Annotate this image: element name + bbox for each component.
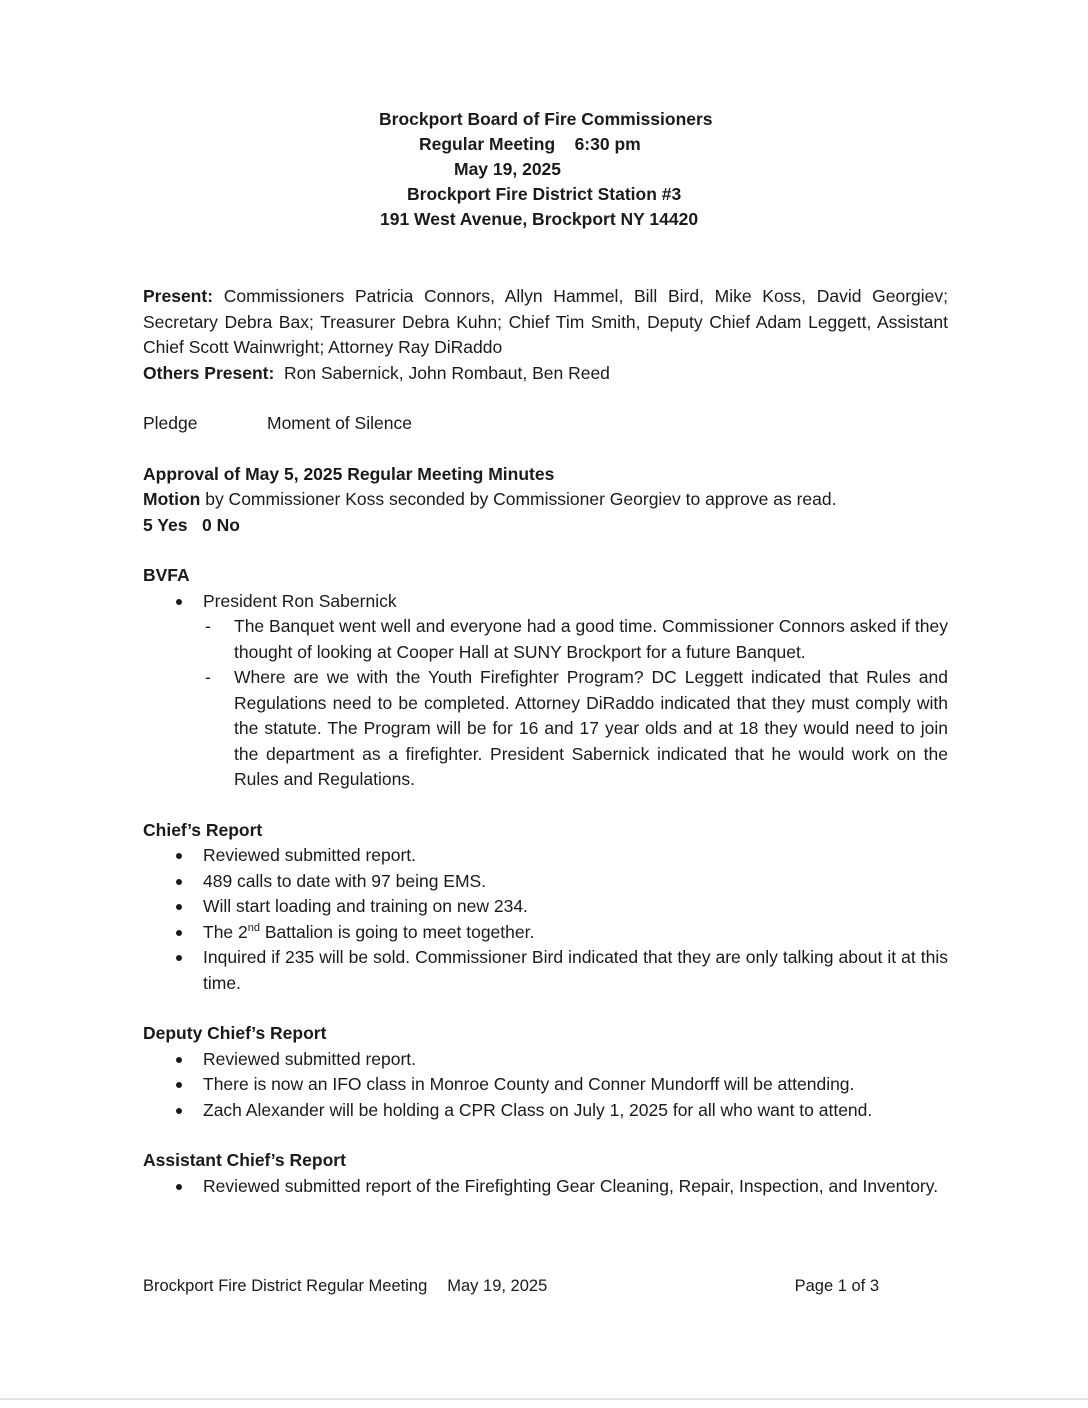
scan-edge-divider [0, 1398, 1088, 1400]
approval-heading: Approval of May 5, 2025 Regular Meeting Minutes [143, 463, 555, 484]
deputy-chiefs-report-heading: Deputy Chief’s Report [143, 1023, 327, 1043]
header-meeting-time: Regular Meeting 6:30 pm [419, 134, 641, 154]
assistant-chiefs-report-heading: Assistant Chief’s Report [143, 1150, 346, 1170]
chiefs-report-section [143, 818, 948, 997]
deputy-chiefs-report-list [143, 1047, 948, 1124]
header-title: Brockport Board of Fire Commissioners [379, 109, 713, 129]
list-item: - Where are we with the Youth Firefighter Program? DC Leggett indicated that Rules and Regulations need to be completed. Attorney DiRaddo indicated that they must comply with the statute. The Program will be for 16 and 17 year olds and at 18 they would need to join the department as a firefighter. President Sabernick indicated that he would work on the Rules and Regulations. [234, 665, 948, 793]
header-date: May 19, 2025 [454, 159, 562, 179]
list-item: Reviewed submitted report. [203, 843, 948, 869]
present-paragraph [143, 284, 948, 361]
bvfa-list [143, 589, 948, 793]
attendance-section [143, 284, 948, 386]
list-item: There is now an IFO class in Monroe County and Conner Mundorff will be attending. [203, 1072, 948, 1098]
approval-vote: 5 Yes 0 No [143, 514, 240, 535]
footer-date: May 19, 2025 [447, 1277, 548, 1295]
assistant-chiefs-report-section [143, 1148, 948, 1199]
bvfa-section [143, 563, 948, 793]
header-address: 191 West Avenue, Brockport NY 14420 [380, 209, 699, 229]
header-location: Brockport Fire District Station #3 [407, 184, 682, 204]
present-list: Commissioners Patricia Connors, Allyn Hammel, Bill Bird, Mike Koss, David Georgiev; Secretary Debra Bax; Treasurer Debra Kuhn; Chief Tim Smith, Deputy Chief Adam Leggett, Assistant Chief Scott Wainwright; Attorney Ray DiRaddo [143, 286, 948, 357]
motion-text: by Commissioner Koss seconded by Commissioner Georgiev to approve as read. [200, 489, 837, 509]
others-present-list: Ron Sabernick, John Rombaut, Ben Reed [274, 362, 610, 383]
list-item [203, 920, 948, 946]
chiefs-report-heading: Chief’s Report [143, 819, 263, 840]
document-body [143, 284, 948, 1224]
chiefs-report-list [143, 843, 948, 996]
list-item: Reviewed submitted report of the Firefighting Gear Cleaning, Repair, Inspection, and Inventory. [203, 1174, 948, 1200]
footer-title: Brockport Fire District Regular Meeting [143, 1277, 428, 1295]
battalion-text-post: Battalion is going to meet together. [260, 921, 535, 942]
others-present-paragraph [143, 361, 948, 387]
list-item: Inquired if 235 will be sold. Commissioner Bird indicated that they are only talking about it at this time. [203, 945, 948, 996]
bvfa-sublist [203, 614, 948, 793]
footer-left [143, 1274, 547, 1300]
others-present-label: Others Present: [143, 362, 275, 383]
moment-of-silence-label: Moment of Silence [267, 413, 412, 433]
list-item: 489 calls to date with 97 being EMS. [203, 869, 948, 895]
list-item: Zach Alexander will be holding a CPR Class on July 1, 2025 for all who want to attend. [203, 1098, 948, 1124]
pledge-label: Pledge [143, 413, 198, 433]
list-item [203, 589, 948, 793]
motion-label: Motion [143, 489, 201, 509]
assistant-chiefs-report-list [143, 1174, 948, 1200]
pledge-row [143, 411, 948, 437]
page-number: Page 1 of 3 [794, 1277, 879, 1295]
present-label: Present: [143, 286, 214, 306]
battalion-text-pre: The 2 [203, 921, 248, 942]
approval-section [143, 462, 948, 539]
list-item: Reviewed submitted report. [203, 1047, 948, 1073]
list-item: Will start loading and training on new 234. [203, 894, 948, 920]
bvfa-heading: BVFA [143, 565, 190, 585]
bvfa-president: President Ron Sabernick [203, 590, 397, 611]
approval-motion [143, 487, 948, 513]
list-item: - The Banquet went well and everyone had a good time. Commissioner Connors asked if they thought of looking at Cooper Hall at SUNY Brockport for a future Banquet. [234, 614, 948, 665]
deputy-chiefs-report-section [143, 1021, 948, 1123]
battalion-ordinal: nd [247, 921, 260, 934]
